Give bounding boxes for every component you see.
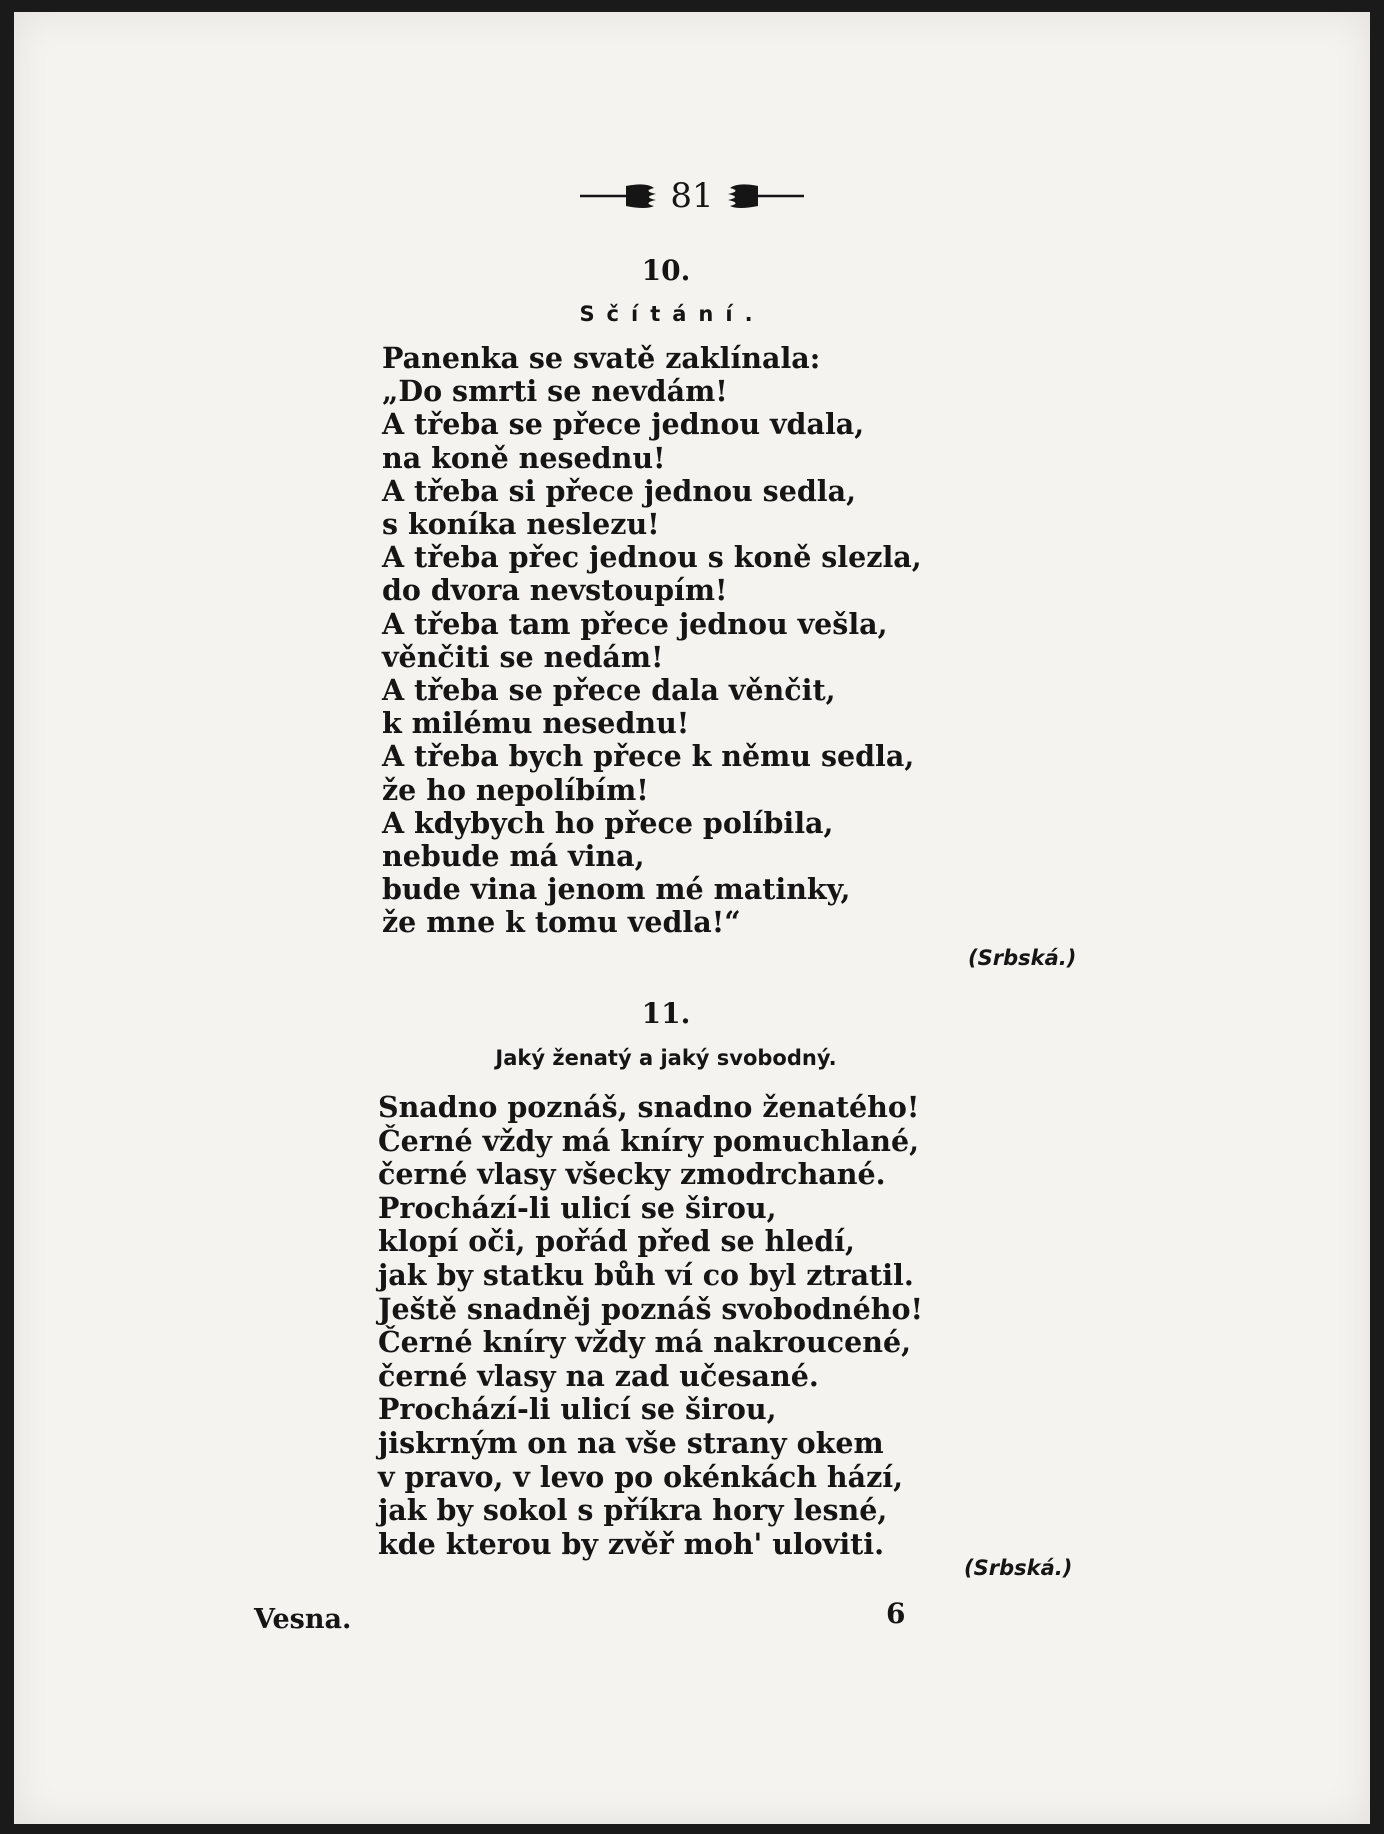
poem-line: kde kterou by zvěř moh' uloviti. bbox=[378, 1526, 885, 1561]
poem-number: 11. bbox=[641, 997, 691, 1030]
poem-source: (Srbská.) bbox=[964, 1556, 1073, 1580]
poem-line: jiskrným on na vše strany okem bbox=[378, 1425, 884, 1460]
book-page bbox=[14, 12, 1370, 1824]
poem-line: jak by sokol s příkra hory lesné, bbox=[378, 1493, 888, 1528]
poem-line: Černé vždy má kníry pomuchlané, bbox=[378, 1123, 920, 1158]
poem-line: do dvora nevstoupím! bbox=[382, 573, 728, 608]
poem-line: bude vina jenom mé matinky, bbox=[382, 872, 851, 907]
poem-line: Panenka se svatě zaklínala: bbox=[382, 341, 821, 375]
poem-title: Sčítání. bbox=[579, 302, 765, 326]
poem-text bbox=[378, 1091, 923, 1561]
poem-line: věnčiti se nedám! bbox=[382, 639, 664, 674]
poem-line: Černé kníry vždy má nakroucené, bbox=[378, 1325, 912, 1360]
poem-line: v pravo, v levo po okénkách hází, bbox=[378, 1459, 904, 1494]
poem-number: 10. bbox=[641, 254, 691, 287]
poem-line: Ještě snadněj poznáš svobodného! bbox=[378, 1291, 923, 1326]
left-ornament-icon bbox=[580, 182, 660, 210]
poem-line: A třeba bych přece k němu sedla, bbox=[382, 739, 915, 774]
poem-line: A třeba se přece dala věnčit, bbox=[382, 673, 836, 708]
poem-title: Jaký ženatý a jaký svobodný. bbox=[495, 1046, 837, 1070]
poem-line: jak by statku bůh ví co byl ztratil. bbox=[378, 1257, 914, 1292]
poem-line: s koníka neslezu! bbox=[382, 507, 660, 542]
poem-line: Prochází-li ulicí se širou, bbox=[378, 1190, 777, 1225]
sheet-number: 6 bbox=[886, 1597, 906, 1630]
page-number: 81 bbox=[670, 176, 714, 216]
poem-line: A kdybych ho přece políbila, bbox=[382, 805, 834, 840]
poem-line: „Do smrti se nevdám! bbox=[382, 374, 728, 409]
poem-line: Snadno poznáš, snadno ženatého! bbox=[378, 1090, 920, 1124]
poem-text bbox=[382, 342, 922, 940]
poem-line: A třeba si přece jednou sedla, bbox=[382, 473, 857, 508]
poem-line: A třeba se přece jednou vdala, bbox=[382, 407, 865, 442]
poem-line: na koně nesednu! bbox=[382, 440, 666, 475]
page-header bbox=[14, 174, 1370, 216]
poem-line: černé vlasy všecky zmodrchané. bbox=[378, 1157, 886, 1192]
poem-line: že ho nepolíbím! bbox=[382, 772, 649, 807]
printer-signature: Vesna. bbox=[254, 1604, 352, 1635]
poem-line: že mne k tomu vedla!“ bbox=[382, 905, 741, 940]
poem-line: A třeba tam přece jednou vešla, bbox=[382, 606, 888, 641]
poem-line: A třeba přec jednou s koně slezla, bbox=[382, 540, 922, 575]
poem-line: nebude má vina, bbox=[382, 839, 645, 874]
poem-line: klopí oči, pořád před se hledí, bbox=[378, 1224, 855, 1259]
poem-line: Prochází-li ulicí se širou, bbox=[378, 1392, 777, 1427]
poem-line: k milému nesednu! bbox=[382, 706, 690, 741]
poem-source: (Srbská.) bbox=[968, 946, 1077, 970]
poem-line: černé vlasy na zad učesané. bbox=[378, 1358, 819, 1393]
right-ornament-icon bbox=[724, 182, 804, 210]
